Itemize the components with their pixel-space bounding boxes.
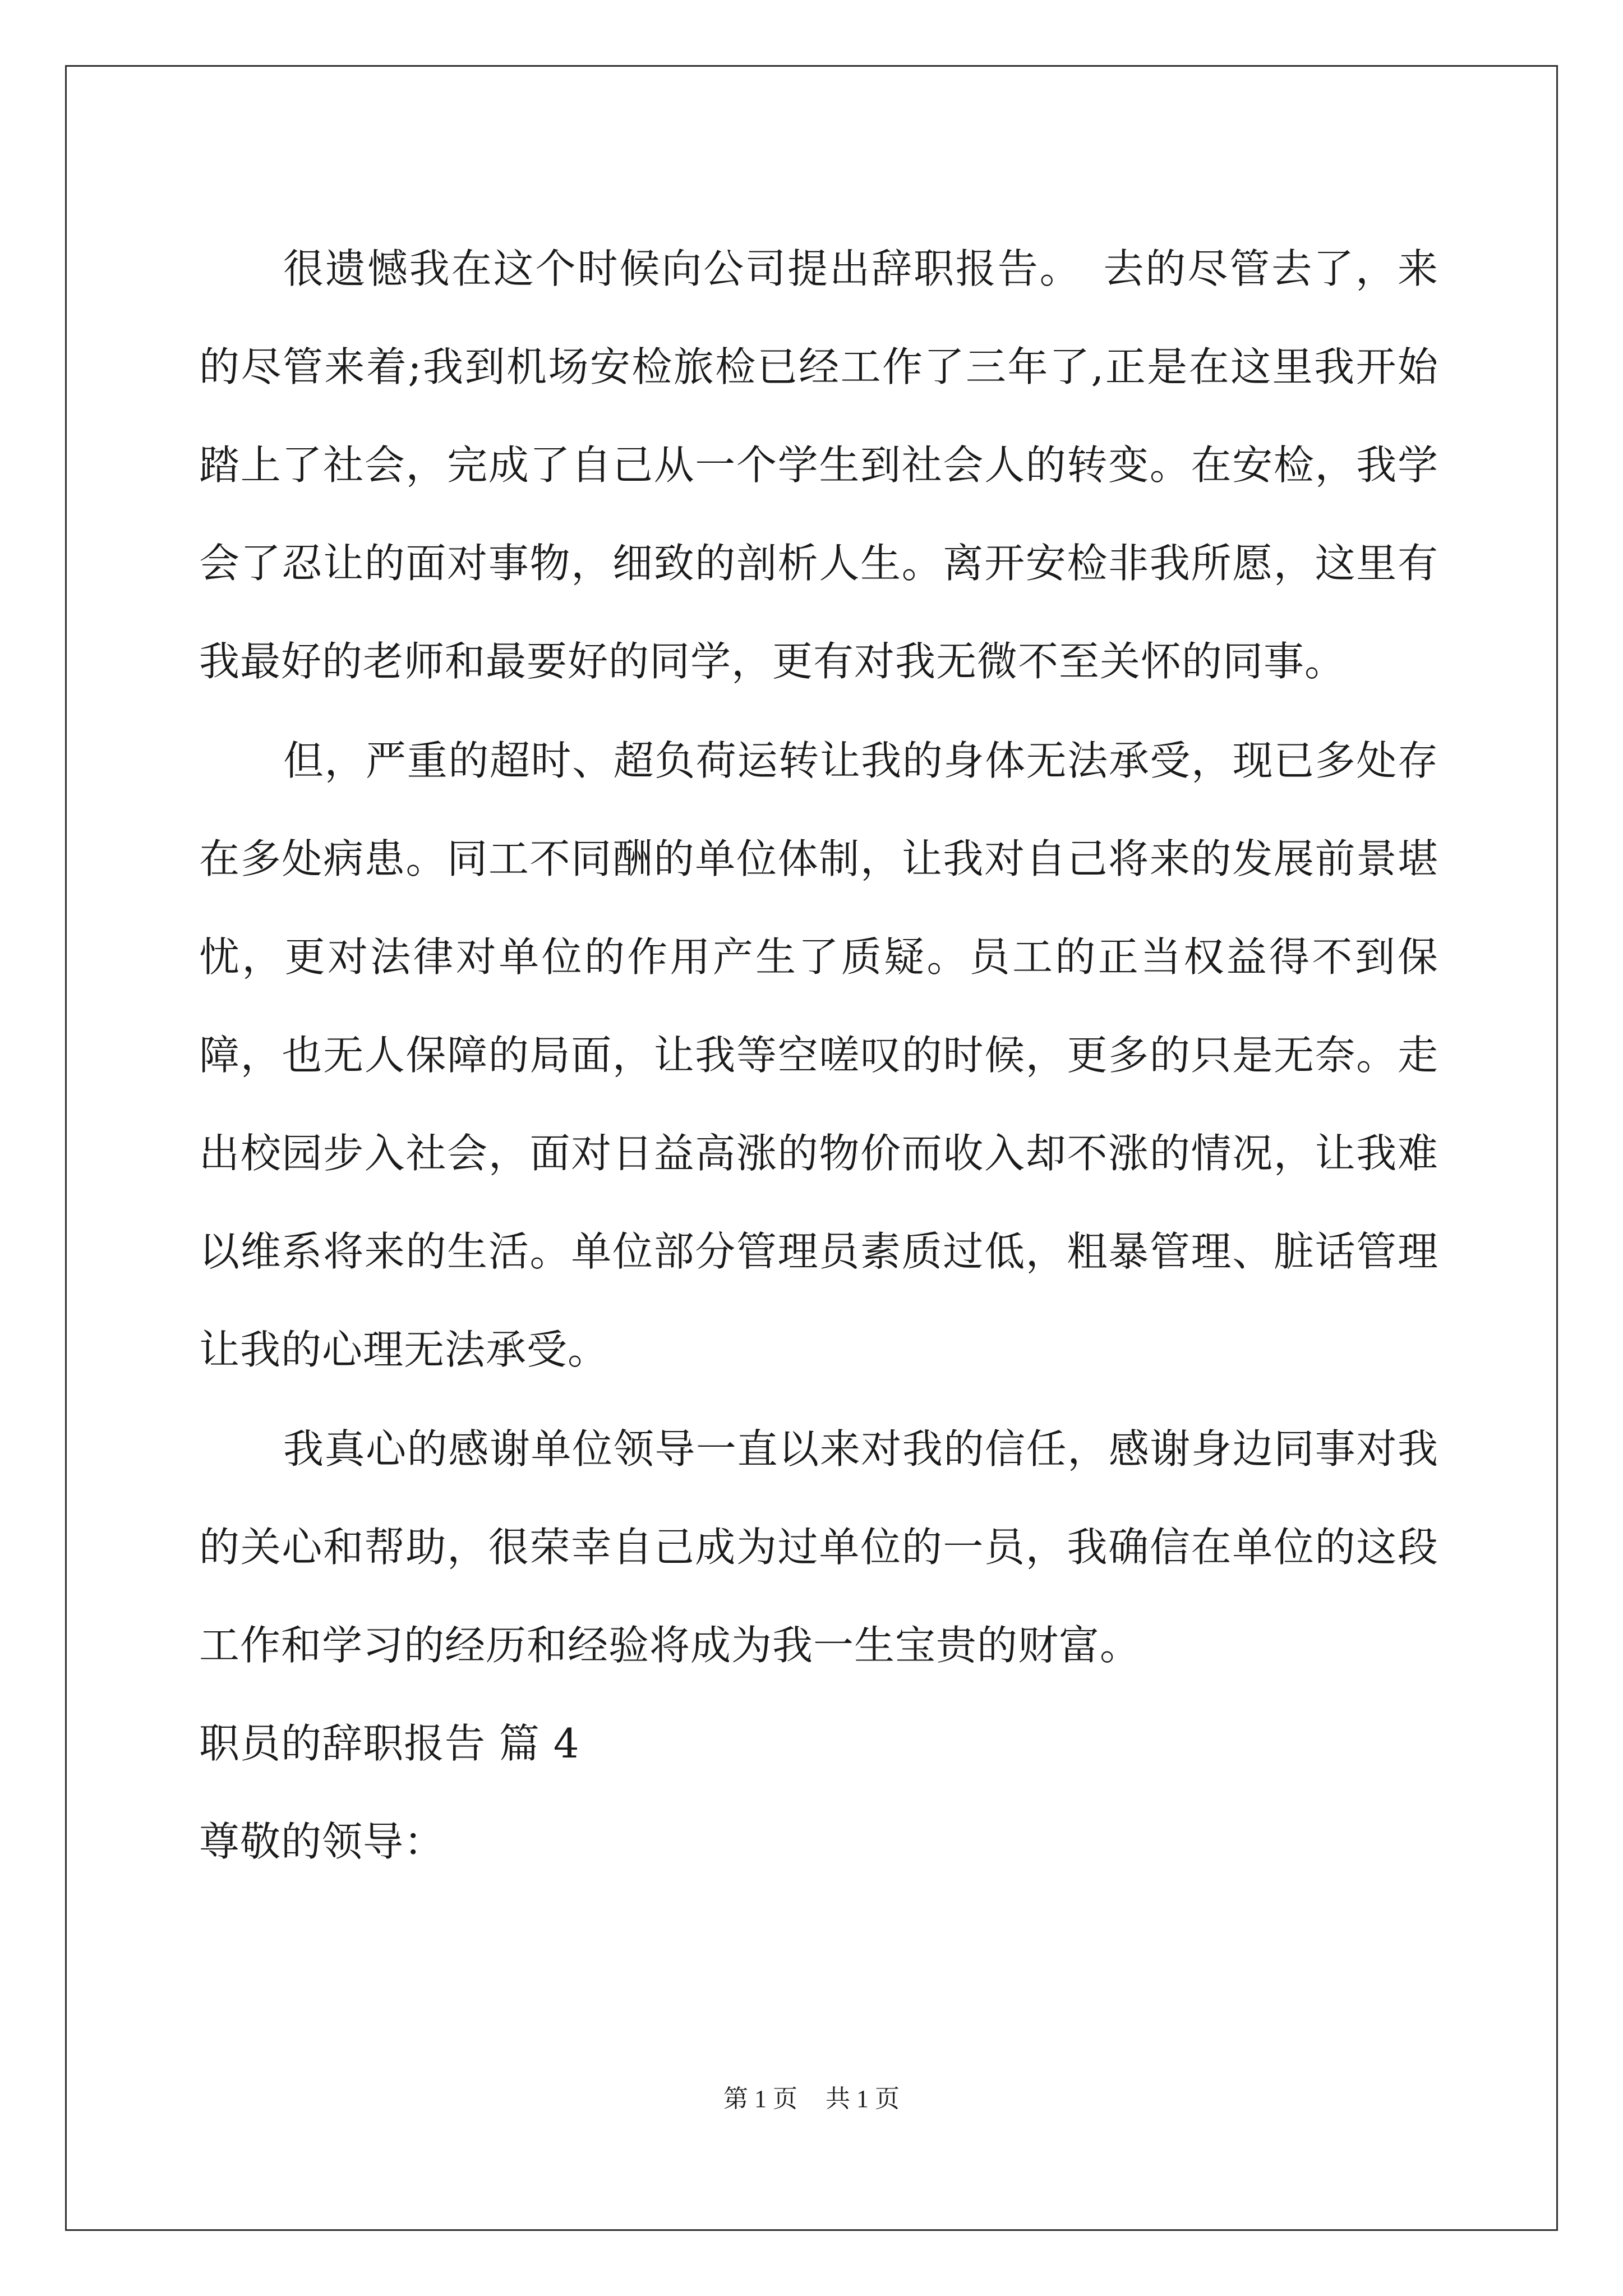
paragraph-3: 我真心的感谢单位领导一直以来对我的信任，感谢身边同事对我的关心和帮助，很荣幸自己成为过单位的一员，我确信在单位的这段工作和学习的经历和经验将成为我一生宝贵的财富。 xyxy=(199,1425,1438,1669)
paragraph-2: 但，严重的超时、超负荷运转让我的身体无法承受，现已多处存在多处病患。同工不同酬的单位体制，让我对自己将来的发展前景堪忧，更对法律对单位的作用产生了质疑。员工的正当权益得不到保障，也无人保障的局面，让我等空嗟叹的时候，更多的只是无奈。走出校园步入社会，面对日益高涨的物价而收入却不涨的情况，让我难以维系将来的生活。单位部分管理员素质过低，粗暴管理、脏话管理让我的心理无法承受。 xyxy=(199,737,1438,1373)
page-number-current: 第 1 页 xyxy=(723,2085,797,2113)
paragraph-1: 很遗憾我在这个时候向公司提出辞职报告。 去的尽管去了，来的尽管来着;我到机场安检旅检已经工作了三年了,正是在这里我开始踏上了社会，完成了自己从一个学生到社会人的转变。在安检，我学会了忍让的面对事物，细致的剖析人生。离开安检非我所愿，这里有我最好的老师和最要好的同学，更有对我无微不至关怀的同事。 xyxy=(199,245,1438,685)
salutation: 尊敬的领导： xyxy=(199,1818,445,1865)
page-footer xyxy=(0,2082,1623,2116)
page-number-total: 共 1 页 xyxy=(826,2085,900,2113)
document-body xyxy=(199,220,1438,1891)
section-title: 职员的辞职报告 篇 4 xyxy=(199,1720,580,1767)
